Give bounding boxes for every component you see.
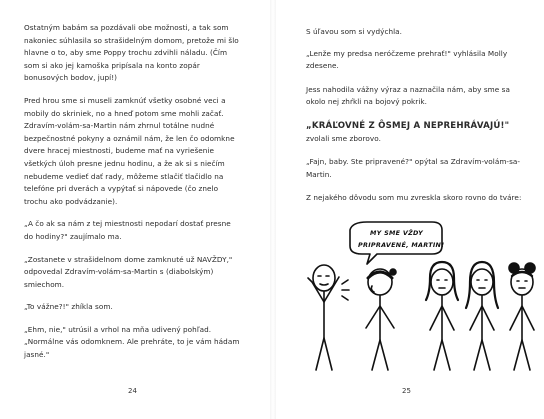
paragraph: Jess nahodila vážny výraz a naznačila nám, aby sme sa okolo nej zhŕkli na bojový pokrik. [306, 84, 510, 107]
bubble-line-1: MY SME VŽDY [370, 229, 424, 237]
stick-figure-girl-shouting [366, 269, 396, 370]
paragraph: „Ehm, nie," utrúsil a vrhol na mňa udivený pohľad. „Normálne vás odomknem. Ale prehráte, to je vám hádam jasné." [24, 324, 240, 360]
paragraph: Z nejakého dôvodu som mu zvreskla skoro rovno do tváre: [306, 193, 522, 203]
stick-figure-girl-3 [426, 262, 458, 370]
book-gutter [270, 0, 276, 419]
stick-figures-illustration [292, 220, 542, 380]
paragraph: S úľavou som si vydýchla. [306, 27, 403, 36]
left-page [0, 0, 264, 419]
stick-figure-martin [308, 265, 339, 370]
paragraph: „Zostanete v strašidelnom dome zamknuté už NAVŽDY," odpovedal Zdravím-volám-sa-Martin s (diabolským) smiechom. [24, 254, 233, 289]
page-number-left: 24 [128, 387, 137, 395]
bubble-line-2: PRIPRAVENÉ, MARTIN! [358, 241, 445, 249]
paragraph: Pred hrou sme si museli zamknúť všetky osobné veci a mobily do skriniek, no a hneď potom sme mohli začať. Zdravím-volám-sa-Martin nám zhrnul totálne nudné bezpečnostné pokyny a oznámil nám, že len čo odomkne dvere hracej miestnosti, budeme mať na vyriešenie všetkých úloh presne jednu hodinu, a že ak si s niečím nebudeme vedieť dať rady, môžeme stlačiť tlačidlo na telefóne pri dverách a vypýtať si nápovede (čo znelo trochu ako podvádzanie). [24, 95, 235, 206]
shout-paragraph [306, 120, 522, 145]
page-number-right: 25 [402, 387, 411, 395]
shout-tail: zvolali sme zborovo. [306, 133, 381, 143]
paragraph: „To vážne?!" zhíkla som. [24, 302, 113, 312]
paragraph: „Lenže my predsa neróčzeme prehrať!" vyhlásila Molly zdesene. [306, 48, 508, 71]
shout-text: „KRÁĽOVNÉ Z ÔSMEJ A NEPREHRÁVAJÚ!" [306, 120, 510, 131]
paragraph: „Fajn, baby. Ste pripravené?" opýtal sa Zdravím-volám-sa-Martin. [306, 157, 521, 179]
stick-figure-girl-4 [466, 262, 498, 370]
stick-figure-girl-5 [509, 263, 535, 370]
paragraph: „A čo ak sa nám z tej miestnosti nepodarí dostať presne do hodiny?" zaujímalo ma. [24, 219, 231, 241]
paragraph: Ostatným babám sa pozdávali obe možnosti, a tak som nakoniec súhlasila so strašidelným domom, pretože mi šlo hlavne o to, aby sme Poppy trochu zdvihli náladu. (Čím som si ako jej kamoška pripísala na konto zopár bonusových bodov, jupí!) [24, 23, 239, 83]
